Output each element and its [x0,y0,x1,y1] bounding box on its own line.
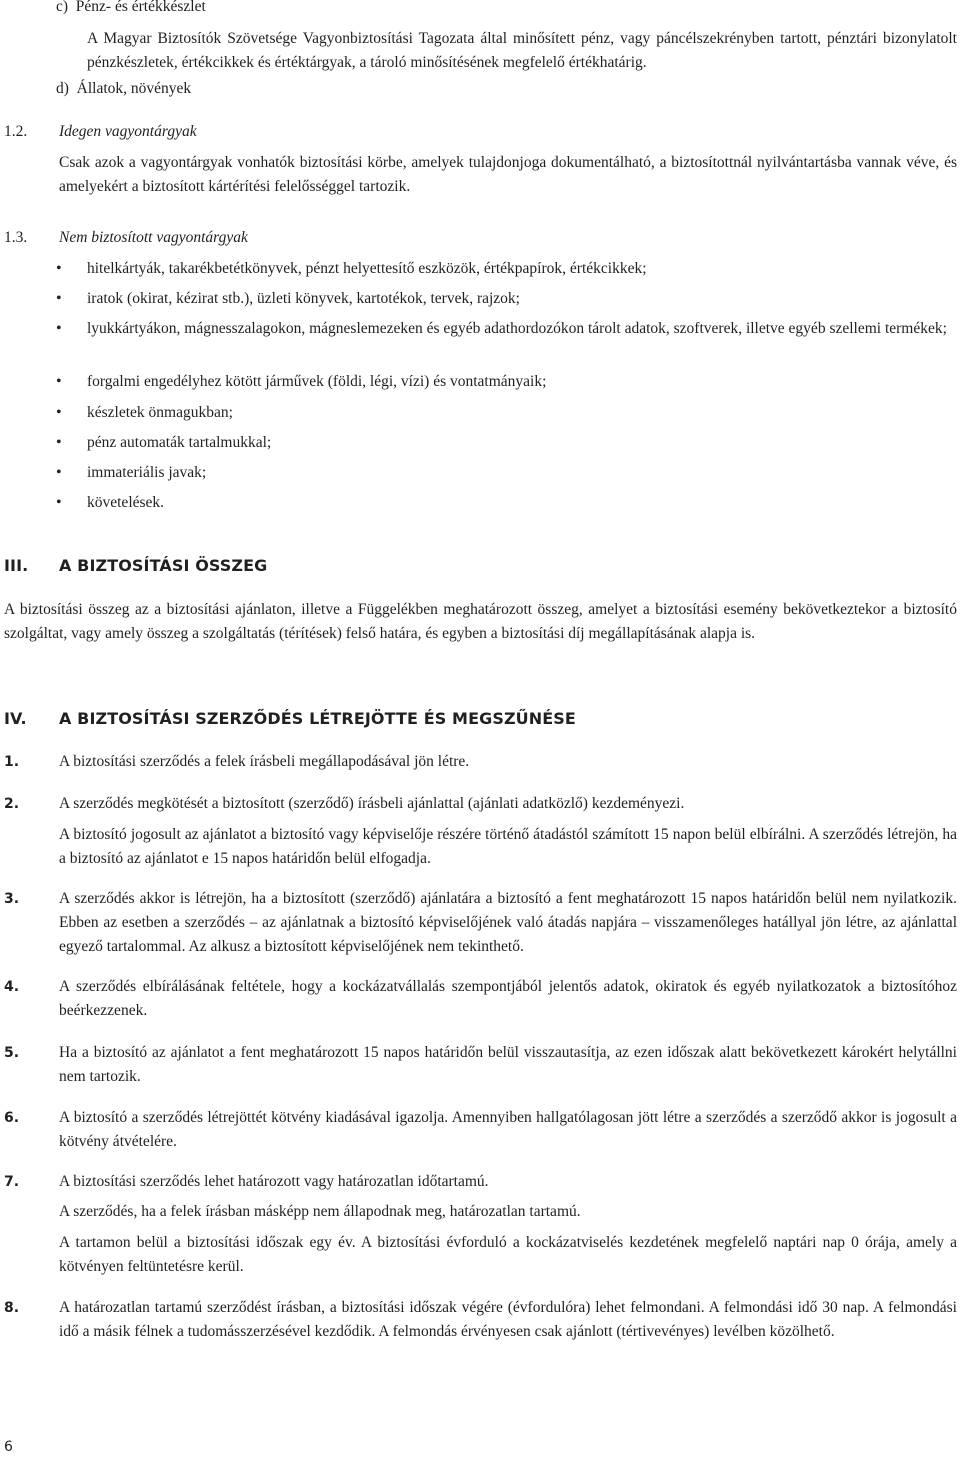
list-item: immateriális javak; [87,464,207,481]
bullet-icon: • [56,320,62,337]
list-item: készletek önmagukban; [87,404,233,421]
item-7-text-2: A szerződés, ha a felek írásban másképp nem állapodnak meg, határozatlan tartamú. [59,1203,581,1220]
section-IV-number: IV. [4,709,27,728]
item-5-number: 5. [4,1045,20,1061]
list-item: pénz automaták tartalmukkal; [87,434,272,451]
section-III-text: A biztosítási összeg az a biztosítási ajánlaton, illetve a Függelékben meghatározott összeg, amelyet a biztosítási esemény bekövetkeztekor a biztosító szolgáltat, vagy amely összeg a szolgáltatás (térítések) felső határa, és egyben a biztosítási díj megállapításának alapja is. [4,601,957,642]
section-d-label: d) Állatok, növények [56,80,192,97]
list-item: követelések. [87,494,165,511]
list-item: lyukkártyákon, mágnesszalagokon, mágneslemezeken és egyéb adathordozókon tárolt adatok, szoftverek, illetve egyéb szellemi termékek; [87,320,947,337]
item-4-text: A szerződés elbírálásának feltétele, hogy a kockázatvállalás szempontjából jelentős adatok, okiratok és egyéb nyilatkozatok a biztosítóhoz beérkezzenek. [59,978,957,1019]
item-2-text-2: A biztosító jogosult az ajánlatot a biztosító vagy képviselője részére történő átadástól számított 15 napon belül elbírálni. A szerződés létrejön, ha a biztosító az ajánlatot e 15 napos határidőn belül elfogadja. [59,826,957,867]
item-7-text-3: A tartamon belül a biztosítási időszak egy év. A biztosítási évforduló a kockázatviselés kezdetének megfelelő naptári nap 0 órája, amely a kötvényen feltüntetésre kerül. [59,1234,957,1275]
section-1-2-number: 1.2. [4,123,28,140]
item-1-number: 1. [4,754,20,770]
item-8-text: A határozatlan tartamú szerződést írásban, a biztosítási időszak végére (évfordulóra) lehet felmondani. A felmondási idő 30 nap. A felmondási idő a másik félnek a tudomásszerzésével kezdődik. A felmondás érvényesen csak ajánlott (tértivevényes) levélben közölhető. [59,1299,957,1340]
bullet-icon: • [56,260,62,277]
item-2-text: A szerződés megkötését a biztosított (szerződő) írásbeli ajánlattal (ajánlati adatközlő) kezdeményezi. [59,795,685,812]
list-item: forgalmi engedélyhez kötött járművek (földi, légi, vízi) és vontatmányaik; [87,373,547,390]
item-6-number: 6. [4,1110,20,1126]
bullet-icon: • [56,404,62,421]
bullet-icon: • [56,290,62,307]
item-3-text: A szerződés akkor is létrejön, ha a biztosított (szerződő) ajánlatára a biztosító a fent meghatározott 15 napos határidőn belül nem nyilatkozik. Ebben az esetben a szerződés – az ajánlatnak a biztosító képviselőjének való átadás napjára – visszamenőleges hatállyal jön létre, az ajánlattal egyező tartalommal. Az alkusz a biztosított képviselőjének nem tekinthető. [59,890,957,955]
item-6-text: A biztosító a szerződés létrejöttét kötvény kiadásával igazolja. Amennyiben hallgatólagosan jött létre a szerződés a szerződő akkor is jogosult a kötvény átvételére. [59,1109,957,1150]
item-7-number: 7. [4,1174,20,1190]
item-2-number: 2. [4,796,20,812]
item-7-text: A biztosítási szerződés lehet határozott vagy határozatlan időtartamú. [59,1173,489,1190]
item-1-text: A biztosítási szerződés a felek írásbeli megállapodásával jön létre. [59,753,470,770]
item-4-number: 4. [4,979,20,995]
section-1-3-title: Nem biztosított vagyontárgyak [59,229,248,246]
item-5-text: Ha a biztosító az ajánlatot a fent meghatározott 15 napos határidőn belül visszautasítja, az ezen időszak alatt bekövetkezett károkért helytállni nem tartozik. [59,1044,957,1085]
section-c-label: c) Pénz- és értékkészlet [56,0,206,15]
section-1-2-text: Csak azok a vagyontárgyak vonhatók biztosítási körbe, amelyek tulajdonjoga dokumentálható, a biztosítottnál nyilvántartásba vannak véve, és amelyekért a biztosított kártérítési felelősséggel tartozik. [59,154,957,195]
section-1-3-number: 1.3. [4,229,28,246]
page-number: 6 [4,1439,13,1455]
bullet-icon: • [56,464,62,481]
bullet-icon: • [56,434,62,451]
section-1-2-title: Idegen vagyontárgyak [59,123,197,140]
item-3-number: 3. [4,891,20,907]
item-8-number: 8. [4,1300,20,1316]
bullet-icon: • [56,494,62,511]
section-c-text: A Magyar Biztosítók Szövetsége Vagyonbiztosítási Tagozata által minősített pénz, vagy páncélszekrényben tartott, pénztári bizonylatolt pénzkészletek, értékcikkek és értéktárgyak, a tároló minősítésének megfelelő értékhatárig. [87,30,957,71]
section-IV-title: A BIZTOSÍTÁSI SZERZŐDÉS LÉTREJÖTTE ÉS MEGSZŰNÉSE [59,709,576,728]
list-item: iratok (okirat, kézirat stb.), üzleti könyvek, kartotékok, tervek, rajzok; [87,290,520,307]
bullet-icon: • [56,373,62,390]
list-item: hitelkártyák, takarékbetétkönyvek, pénzt helyettesítő eszközök, értékpapírok, értékcikkek; [87,260,647,277]
section-III-title: A BIZTOSÍTÁSI ÖSSZEG [59,556,268,575]
section-III-number: III. [4,556,29,575]
